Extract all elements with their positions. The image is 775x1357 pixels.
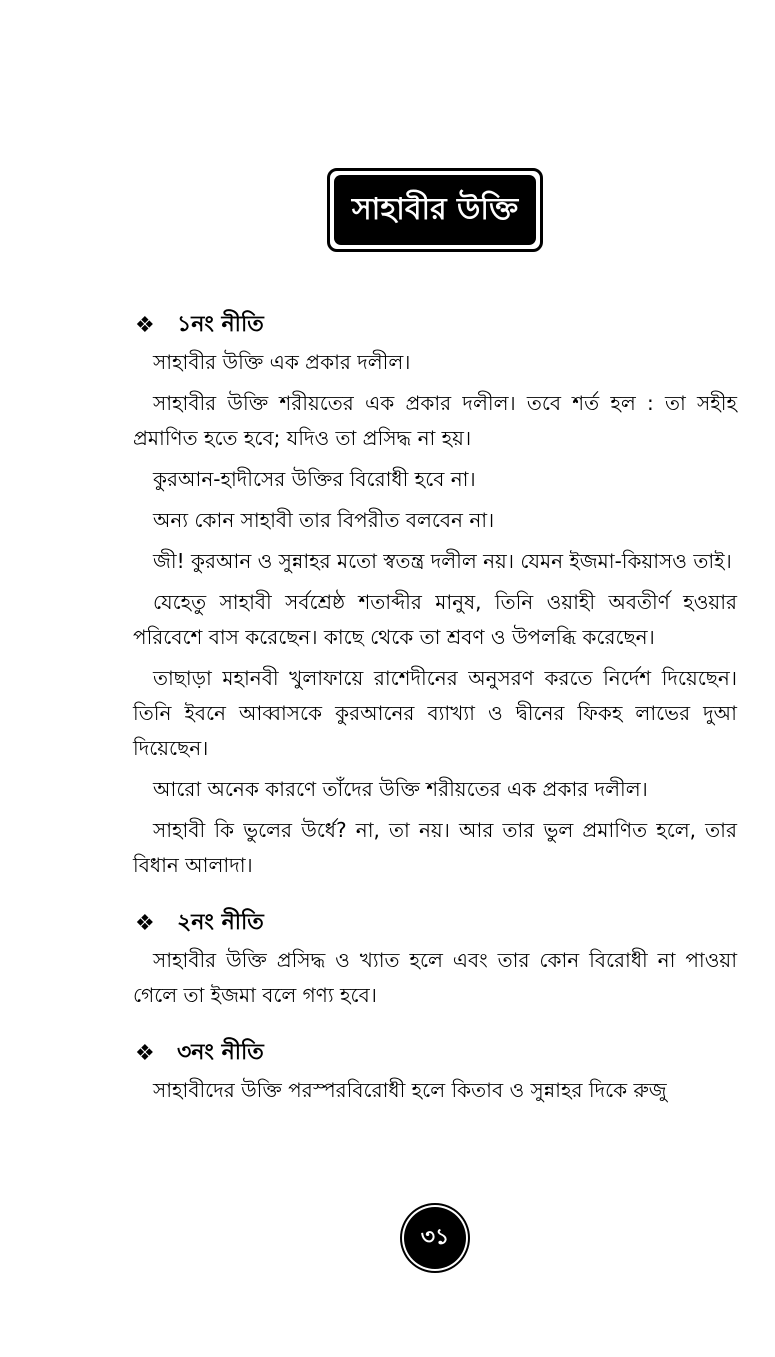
- section-rule-1: [133, 305, 737, 883]
- paragraph: যেহেতু সাহাবী সর্বশ্রেষ্ঠ শতাব্দীর মানুষ, তিনি ওয়াহী অবতীর্ণ হওয়ার পরিবেশে বাস করেছেন। কাছে থেকে তা শ্রবণ ও উপলব্ধি করেছেন।: [133, 590, 737, 649]
- section-heading: [133, 1033, 737, 1073]
- section-heading: [133, 305, 737, 345]
- paragraph: অন্য কোন সাহাবী তার বিপরীত বলবেন না।: [153, 508, 495, 532]
- page-body: [133, 305, 737, 1114]
- diamond-bullet-icon: ❖: [135, 1040, 155, 1066]
- paragraph: আরো অনেক কারণে তাঁদের উক্তি শরীয়তের এক প্রকার দলীল।: [153, 777, 648, 801]
- paragraph: সাহাবীর উক্তি শরীয়তের এক প্রকার দলীল। তবে শর্ত হল : তা সহীহ প্রমাণিত হতে হবে; যদিও তা প্রসিদ্ধ না হয়।: [133, 391, 737, 450]
- page-number: ৩১: [404, 1207, 466, 1269]
- section-rule-3: [133, 1033, 737, 1108]
- paragraph: সাহাবীদের উক্তি পরস্পরবিরোধী হলে কিতাব ও সুন্নাহর দিকে রুজু: [153, 1078, 667, 1102]
- paragraph: সাহাবীর উক্তি এক প্রকার দলীল।: [153, 350, 411, 374]
- section-heading-label: ৩নং নীতি: [177, 1039, 264, 1065]
- section-heading-label: ২নং নীতি: [177, 909, 264, 935]
- diamond-bullet-icon: ❖: [135, 312, 155, 338]
- paragraph: কুরআন-হাদীসের উক্তির বিরোধী হবে না।: [153, 467, 476, 491]
- paragraph: তাছাড়া মহানবী খুলাফায়ে রাশেদীনের অনুসরণ করতে নির্দেশ দিয়েছেন। তিনি ইবনে আব্বাসকে কুরআনের ব্যাখ্যা ও দ্বীনের ফিকহ লাভের দুআ দিয়েছেন।: [133, 666, 737, 760]
- paragraph: জী! কুরআন ও সুন্নাহর মতো স্বতন্ত্র দলীল নয়। যেমন ইজমা-কিয়াসও তাই।: [153, 549, 732, 573]
- paragraph: সাহাবী কি ভুলের উর্ধে? না, তা নয়। আর তার ভুল প্রমাণিত হলে, তার বিধান আলাদা।: [133, 818, 737, 877]
- diamond-bullet-icon: ❖: [135, 910, 155, 936]
- chapter-title: সাহাবীর উক্তি: [334, 175, 536, 245]
- chapter-title-box: [327, 168, 543, 252]
- section-heading: [133, 903, 737, 943]
- section-rule-2: [133, 903, 737, 1013]
- paragraph: সাহাবীর উক্তি প্রসিদ্ধ ও খ্যাত হলে এবং তার কোন বিরোধী না পাওয়া গেলে তা ইজমা বলে গণ্য হবে।: [133, 948, 737, 1007]
- section-heading-label: ১নং নীতি: [177, 311, 264, 337]
